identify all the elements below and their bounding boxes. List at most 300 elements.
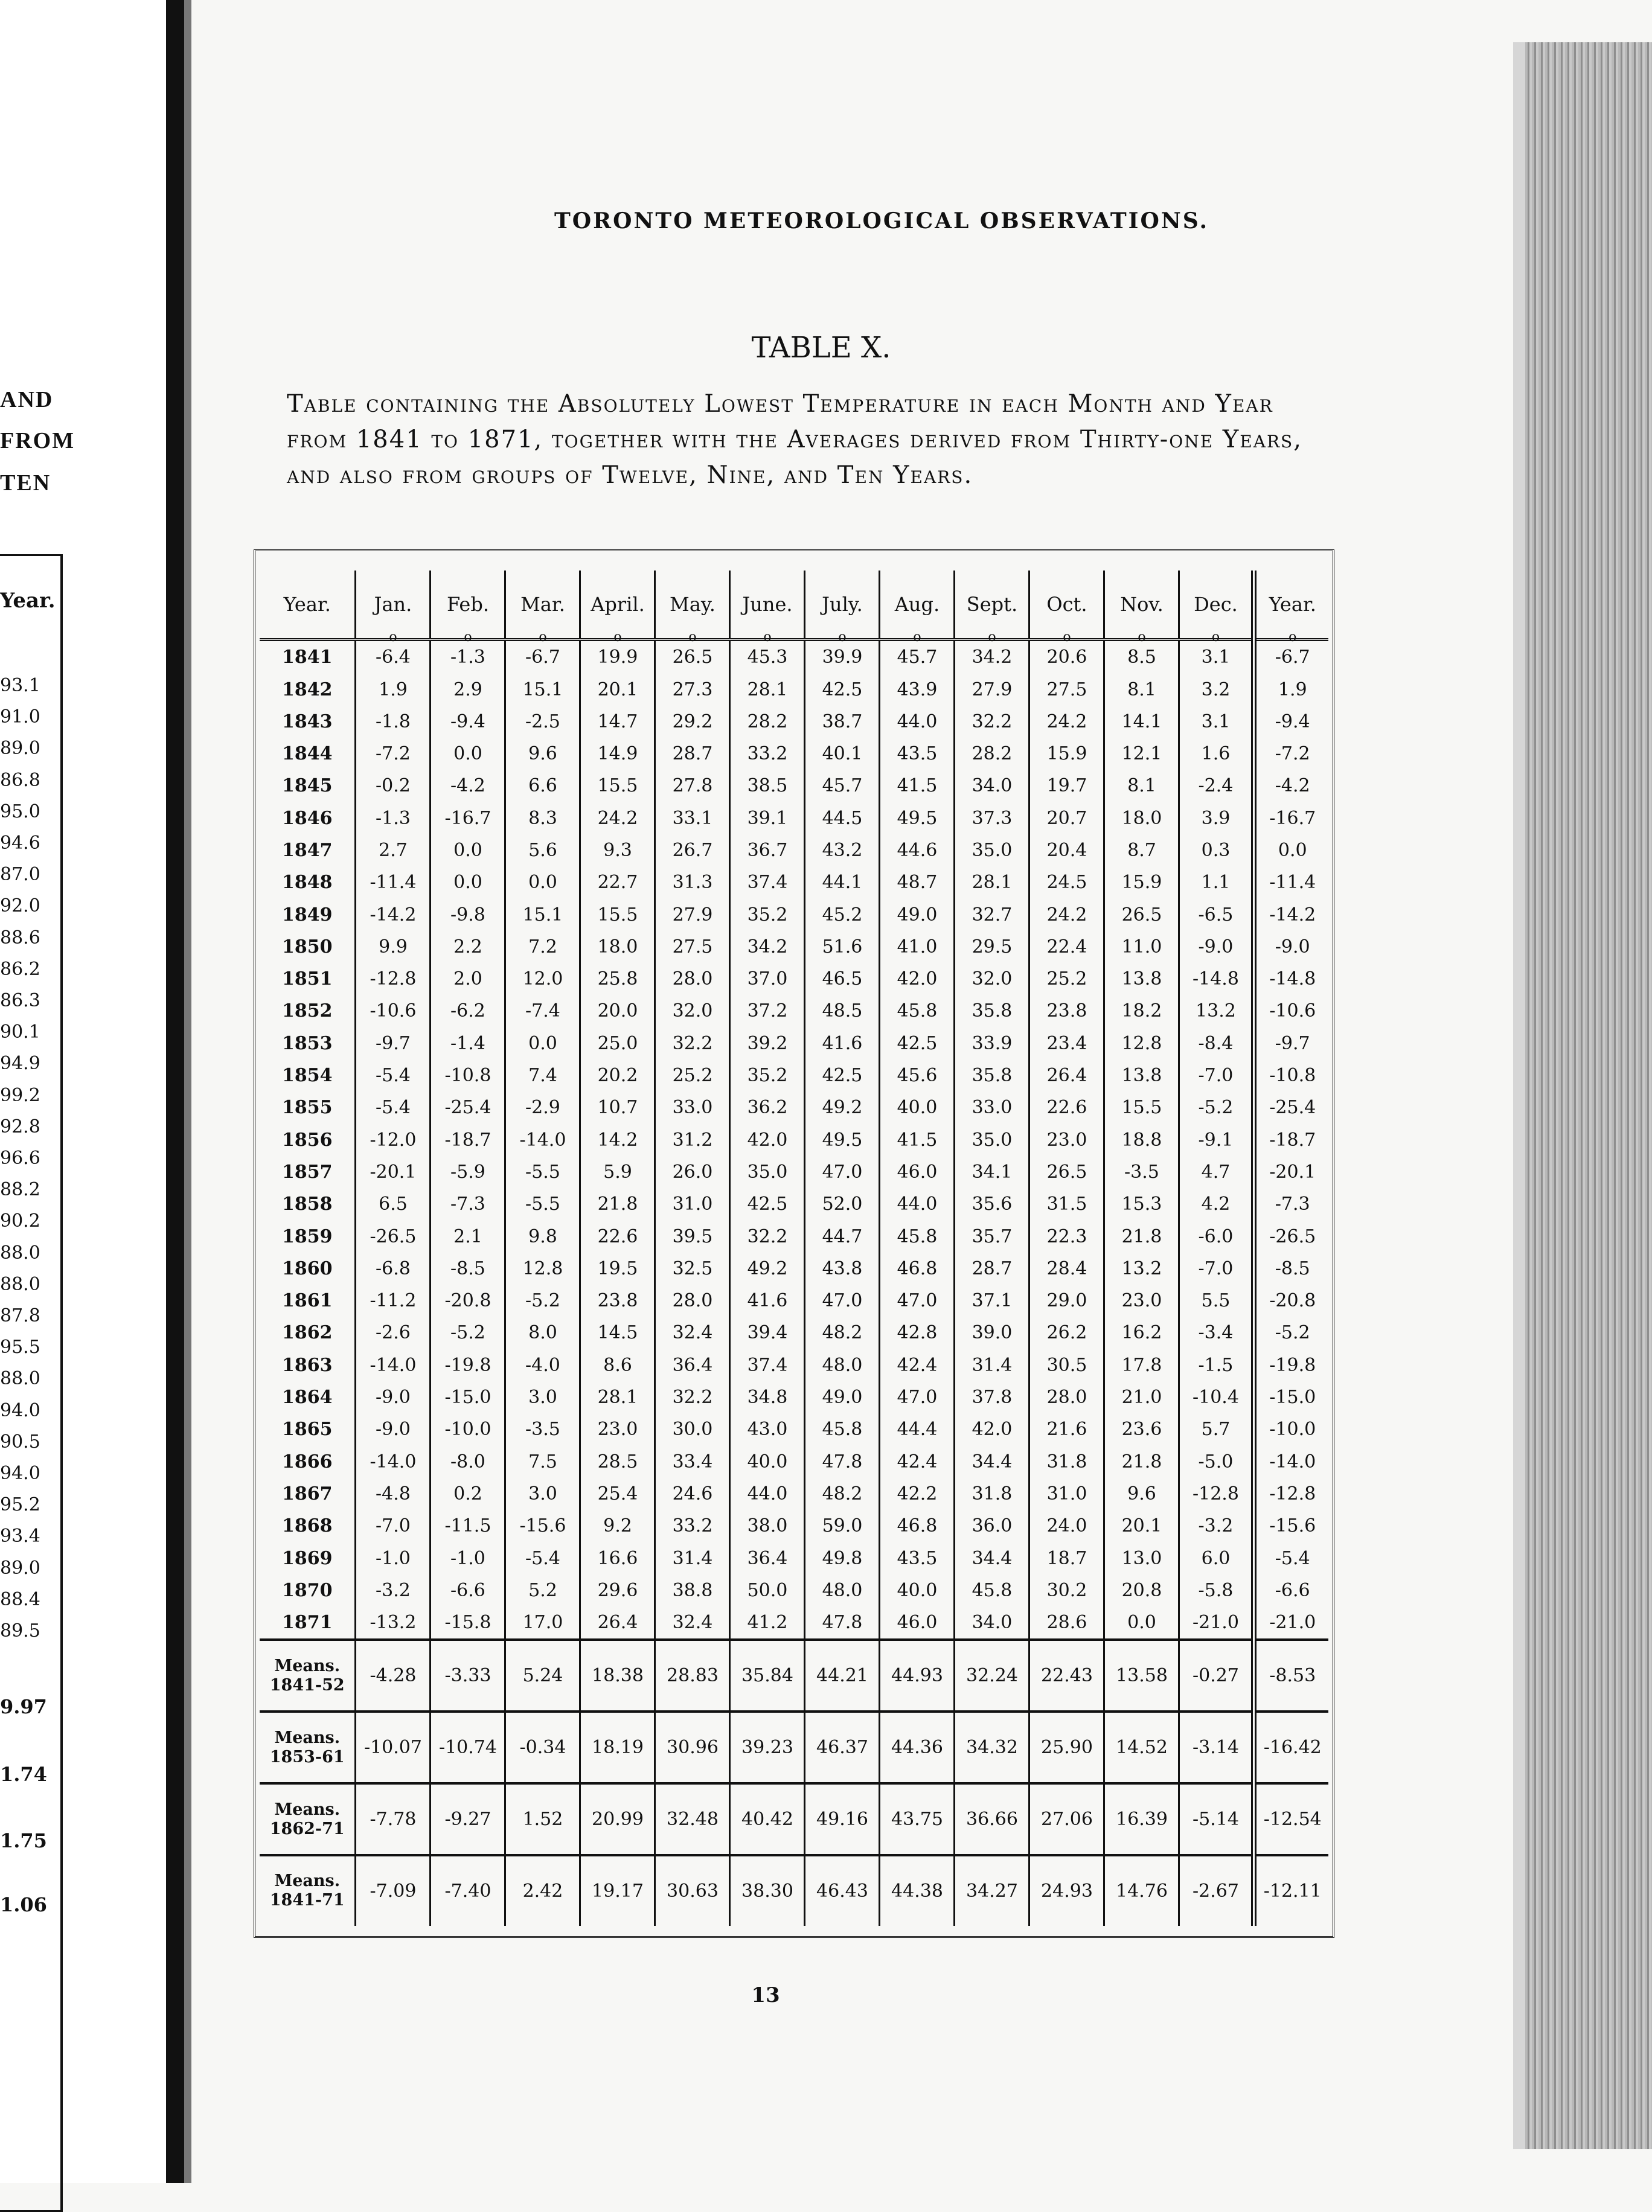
table-row	[260, 1413, 1328, 1445]
means-row	[260, 1783, 1328, 1855]
cell-value: -1.3	[376, 807, 411, 829]
monthly-minimum-cell	[805, 1317, 880, 1349]
monthly-minimum-cell	[1104, 1606, 1179, 1640]
monthly-minimum-cell	[431, 1253, 505, 1285]
cell-value: 20.8	[1121, 1579, 1162, 1601]
table-row	[260, 834, 1328, 866]
cell-value: 49.2	[822, 1097, 863, 1119]
monthly-minimum-cell	[655, 1253, 730, 1285]
cell-value: 8.1	[1127, 775, 1156, 797]
monthly-minimum-cell	[730, 1413, 805, 1445]
cell-value: 9.3	[603, 839, 632, 861]
monthly-minimum-cell	[955, 738, 1029, 770]
cell-value: 31.4	[672, 1547, 713, 1569]
monthly-minimum-cell	[955, 1574, 1029, 1606]
monthly-minimum-cell	[880, 963, 955, 995]
annual-minimum-cell	[1254, 738, 1328, 770]
monthly-minimum-cell	[356, 770, 431, 802]
monthly-minimum-cell	[580, 866, 655, 898]
monthly-minimum-cell	[730, 770, 805, 802]
monthly-minimum-cell	[880, 1542, 955, 1574]
cell-value: 18.0	[1121, 807, 1162, 829]
cell-value: 34.8	[747, 1387, 788, 1408]
cell-value: 52.0	[822, 1194, 863, 1215]
monthly-minimum-cell	[730, 931, 805, 963]
cell-value: 27.8	[672, 775, 713, 797]
monthly-minimum-cell	[1029, 995, 1104, 1027]
cell-value: 5.6	[528, 839, 557, 861]
annual-minimum-cell	[1254, 1028, 1328, 1060]
cell-value: 31.5	[1046, 1194, 1087, 1215]
cell-value: 12.8	[522, 1258, 563, 1279]
facing-page-value: 88.6	[0, 927, 40, 948]
cell-value: 22.7	[597, 872, 638, 893]
cell-value: 32.2	[747, 1226, 788, 1247]
monthly-minimum-cell	[730, 1606, 805, 1640]
annual-minimum-cell	[1254, 1574, 1328, 1606]
monthly-minimum-cell	[1029, 834, 1104, 866]
cell-value: 5.5	[1201, 1290, 1231, 1312]
monthly-minimum-cell	[655, 834, 730, 866]
monthly-minimum-cell	[431, 1381, 505, 1413]
cell-value: 22.4	[1046, 936, 1087, 957]
cell-value: 48.0	[822, 1354, 863, 1376]
monthly-minimum-cell	[580, 1413, 655, 1445]
header-row	[260, 571, 1328, 640]
cell-value: 1.6	[1201, 743, 1231, 765]
monthly-minimum-cell	[356, 673, 431, 705]
monthly-minimum-cell	[880, 866, 955, 898]
cell-value: 45.8	[972, 1579, 1013, 1601]
table-row	[260, 1445, 1328, 1477]
monthly-minimum-cell	[1104, 995, 1179, 1027]
cell-value: 17.0	[522, 1612, 563, 1634]
cell-value: 15.1	[522, 904, 563, 925]
row-year: 1858	[281, 1194, 333, 1215]
monthly-minimum-cell	[1104, 834, 1179, 866]
monthly-minimum-cell	[655, 1381, 730, 1413]
cell-value: 26.7	[672, 839, 713, 861]
cell-value: 31.8	[972, 1483, 1013, 1504]
monthly-minimum-cell	[431, 963, 505, 995]
monthly-minimum-cell	[805, 1349, 880, 1381]
cell-value: -8.5	[1275, 1258, 1310, 1279]
monthly-minimum-cell	[1179, 706, 1254, 738]
monthly-minimum-cell	[880, 1510, 955, 1542]
cell-value: 14.7	[597, 711, 638, 732]
monthly-minimum-cell	[955, 1478, 1029, 1510]
monthly-minimum-cell	[655, 963, 730, 995]
facing-page-value: 92.0	[0, 895, 40, 917]
mean-value-cell: 44.36	[880, 1712, 955, 1783]
monthly-minimum-cell	[730, 1510, 805, 1542]
cell-value: 42.0	[897, 968, 938, 990]
monthly-minimum-cell	[580, 1156, 655, 1188]
monthly-minimum-cell	[730, 1445, 805, 1477]
annual-mean-cell: -16.42	[1254, 1712, 1328, 1783]
facing-page-value: 88.2	[0, 1179, 40, 1201]
monthly-minimum-cell	[580, 963, 655, 995]
facing-page-value: 86.3	[0, 990, 40, 1011]
cell-value: 39.2	[747, 1032, 788, 1054]
cell-value: o -6.4	[376, 647, 411, 668]
cell-value: 44.0	[897, 1194, 938, 1215]
mean-value-cell: -7.78	[356, 1783, 431, 1855]
monthly-minimum-cell	[955, 1413, 1029, 1445]
monthly-minimum-cell	[1104, 898, 1179, 930]
cell-value: -3.4	[1198, 1322, 1234, 1344]
monthly-minimum-cell	[655, 1060, 730, 1092]
cell-value: -18.7	[1269, 1129, 1316, 1151]
monthly-minimum-cell	[655, 995, 730, 1027]
monthly-minimum-cell	[431, 1317, 505, 1349]
monthly-minimum-cell	[1104, 1317, 1179, 1349]
mean-value-cell: -7.40	[431, 1855, 505, 1926]
cell-value: 35.7	[972, 1226, 1013, 1247]
monthly-minimum-cell	[1029, 802, 1104, 834]
row-year: 1848	[281, 872, 333, 893]
monthly-minimum-cell	[730, 640, 805, 674]
monthly-minimum-cell	[955, 1542, 1029, 1574]
cell-value: -12.8	[1269, 1483, 1316, 1504]
cell-value: 3.9	[1201, 807, 1231, 829]
cell-value: -15.0	[444, 1387, 491, 1408]
mean-value-cell: 34.32	[955, 1712, 1029, 1783]
monthly-minimum-cell	[356, 706, 431, 738]
monthly-minimum-cell	[356, 1220, 431, 1252]
cell-value: 35.8	[972, 1065, 1013, 1087]
annual-minimum-cell	[1254, 1606, 1328, 1640]
monthly-minimum-cell	[805, 1220, 880, 1252]
cell-value: 42.0	[972, 1419, 1013, 1440]
table-row	[260, 770, 1328, 802]
annual-minimum-cell	[1254, 1060, 1328, 1092]
row-year: 1860	[281, 1258, 333, 1279]
monthly-minimum-cell	[580, 1574, 655, 1606]
cell-value: 32.0	[672, 1000, 713, 1022]
cell-value: -7.3	[1275, 1194, 1310, 1215]
cell-value: 4.2	[1201, 1194, 1231, 1215]
facing-page-value: 87.0	[0, 864, 40, 886]
row-year: 1861	[281, 1290, 333, 1312]
cell-value: -10.0	[444, 1419, 491, 1440]
cell-value: -5.2	[1275, 1322, 1310, 1344]
monthly-minimum-cell	[880, 1028, 955, 1060]
monthly-minimum-cell	[580, 898, 655, 930]
annual-minimum-cell	[1254, 1381, 1328, 1413]
monthly-minimum-cell	[655, 1220, 730, 1252]
monthly-minimum-cell	[1104, 1188, 1179, 1220]
cell-value: 13.2	[1196, 1000, 1236, 1022]
annual-minimum-cell	[1254, 706, 1328, 738]
cell-value: -3.5	[1124, 1161, 1159, 1183]
monthly-minimum-cell	[431, 706, 505, 738]
cell-value: -4.8	[376, 1483, 411, 1504]
cell-value: 46.0	[897, 1161, 938, 1183]
monthly-minimum-cell	[356, 898, 431, 930]
row-year: 1859	[281, 1226, 333, 1247]
annual-minimum-cell	[1254, 1285, 1328, 1317]
means-row	[260, 1855, 1328, 1926]
facing-page-year-header: Year.	[0, 589, 56, 613]
monthly-minimum-cell	[655, 1188, 730, 1220]
cell-value: 18.8	[1121, 1129, 1162, 1151]
monthly-minimum-cell	[880, 1317, 955, 1349]
facing-page-value: 95.0	[0, 801, 40, 822]
monthly-minimum-cell	[1104, 706, 1179, 738]
cell-value: o -6.7	[525, 647, 560, 668]
cell-value: 46.0	[897, 1612, 938, 1634]
cell-value: 28.2	[747, 711, 788, 732]
monthly-minimum-cell	[505, 802, 580, 834]
monthly-minimum-cell	[1029, 1060, 1104, 1092]
cell-value: -19.8	[1269, 1354, 1316, 1376]
cell-value: 38.0	[747, 1515, 788, 1537]
mean-value-cell: 20.99	[580, 1783, 655, 1855]
cell-value: 9.6	[1127, 1483, 1156, 1504]
monthly-minimum-cell	[431, 1028, 505, 1060]
cell-value: 23.0	[1121, 1290, 1162, 1312]
cell-value: 44.6	[897, 839, 938, 861]
cell-value: 29.6	[597, 1579, 638, 1601]
monthly-minimum-cell	[730, 1253, 805, 1285]
cell-value: 42.4	[897, 1451, 938, 1472]
annual-mean-cell: -12.11	[1254, 1855, 1328, 1926]
monthly-minimum-cell	[880, 640, 955, 674]
monthly-minimum-cell	[955, 1381, 1029, 1413]
cell-value: 44.1	[822, 872, 863, 893]
annual-minimum-cell	[1254, 1220, 1328, 1252]
monthly-minimum-cell	[431, 1413, 505, 1445]
monthly-minimum-cell	[505, 834, 580, 866]
monthly-minimum-cell	[1029, 1445, 1104, 1477]
monthly-minimum-cell	[356, 738, 431, 770]
cell-value: 36.4	[672, 1354, 713, 1376]
cell-value: -5.4	[525, 1547, 560, 1569]
cell-value: 37.2	[747, 1000, 788, 1022]
cell-value: -25.4	[1269, 1097, 1316, 1119]
monthly-minimum-cell	[1104, 1124, 1179, 1156]
cell-value: 45.6	[897, 1065, 938, 1087]
cell-value: 35.0	[747, 1161, 788, 1183]
monthly-minimum-cell	[505, 995, 580, 1027]
table-row	[260, 706, 1328, 738]
cell-value: -12.0	[370, 1129, 417, 1151]
monthly-minimum-cell	[655, 1445, 730, 1477]
monthly-minimum-cell	[580, 802, 655, 834]
monthly-minimum-cell	[730, 1478, 805, 1510]
monthly-minimum-cell	[1029, 1285, 1104, 1317]
cell-value: 44.0	[897, 711, 938, 732]
cell-value: 47.8	[822, 1612, 863, 1634]
monthly-minimum-cell	[505, 1381, 580, 1413]
monthly-minimum-cell	[356, 1381, 431, 1413]
monthly-minimum-cell	[880, 770, 955, 802]
cell-value: 48.7	[897, 872, 938, 893]
cell-value: -14.8	[1269, 968, 1316, 990]
cell-value: 27.5	[672, 936, 713, 957]
monthly-minimum-cell	[955, 1445, 1029, 1477]
monthly-minimum-cell	[955, 1510, 1029, 1542]
cell-value: 41.0	[897, 936, 938, 957]
monthly-minimum-cell	[505, 1413, 580, 1445]
cell-value: -5.2	[1198, 1097, 1234, 1119]
facing-page-value: 89.5	[0, 1620, 40, 1641]
facing-page-value: 86.2	[0, 958, 40, 980]
monthly-minimum-cell	[655, 706, 730, 738]
monthly-minimum-cell	[1179, 1349, 1254, 1381]
monthly-minimum-cell	[805, 1510, 880, 1542]
monthly-minimum-cell	[955, 1220, 1029, 1252]
cell-value: 14.5	[597, 1322, 638, 1344]
monthly-minimum-cell	[955, 1606, 1029, 1640]
row-year: 1854	[281, 1065, 333, 1087]
monthly-minimum-cell	[1179, 1028, 1254, 1060]
mean-value-cell: 44.21	[805, 1640, 880, 1712]
cell-value: -12.8	[1193, 1483, 1239, 1504]
monthly-minimum-cell	[805, 866, 880, 898]
cell-value: 47.8	[822, 1451, 863, 1472]
monthly-minimum-cell	[505, 1285, 580, 1317]
cell-value: 22.6	[597, 1226, 638, 1247]
monthly-minimum-cell	[580, 706, 655, 738]
cell-value: -9.0	[376, 1419, 411, 1440]
monthly-minimum-cell	[356, 963, 431, 995]
table-row	[260, 1092, 1328, 1124]
cell-value: 9.2	[603, 1515, 632, 1537]
cell-value: -12.8	[370, 968, 417, 990]
annual-minimum-cell	[1254, 1445, 1328, 1477]
monthly-minimum-cell	[580, 1381, 655, 1413]
monthly-minimum-cell	[431, 1542, 505, 1574]
monthly-minimum-cell	[505, 963, 580, 995]
annual-minimum-cell	[1254, 640, 1328, 674]
annual-minimum-cell	[1254, 963, 1328, 995]
cell-value: -2.6	[376, 1322, 411, 1344]
monthly-minimum-cell	[356, 1253, 431, 1285]
means-label-period: 1853-61	[269, 1747, 345, 1766]
cell-value: 0.3	[1201, 839, 1231, 861]
facing-page-value: 94.0	[0, 1399, 40, 1421]
cell-value: 14.2	[597, 1129, 638, 1151]
cell-value: 28.0	[672, 968, 713, 990]
cell-value: -20.8	[1269, 1290, 1316, 1312]
monthly-minimum-cell	[805, 640, 880, 674]
cell-value: 20.0	[597, 1000, 638, 1022]
monthly-minimum-cell	[655, 866, 730, 898]
cell-value: 23.0	[1046, 1129, 1087, 1151]
cell-value: 34.0	[972, 1612, 1013, 1634]
monthly-minimum-cell	[356, 1478, 431, 1510]
cell-value: 42.4	[897, 1354, 938, 1376]
cell-value: 0.0	[1278, 839, 1307, 861]
monthly-minimum-cell	[431, 1349, 505, 1381]
cell-value: 40.0	[747, 1451, 788, 1472]
cell-value: o 8.5	[1127, 647, 1156, 668]
facing-page-value: 86.8	[0, 769, 40, 791]
monthly-minimum-cell	[955, 866, 1029, 898]
cell-value: 9.6	[528, 743, 557, 765]
monthly-minimum-cell	[880, 1478, 955, 1510]
monthly-minimum-cell	[880, 673, 955, 705]
page-edge-shadow	[1513, 42, 1525, 2149]
cell-value: -7.0	[376, 1515, 411, 1537]
mean-value-cell: 32.48	[655, 1783, 730, 1855]
mean-value-cell: 34.27	[955, 1855, 1029, 1926]
cell-value: 12.8	[1121, 1032, 1162, 1054]
cell-value: 25.0	[597, 1032, 638, 1054]
cell-value: 29.0	[1046, 1290, 1087, 1312]
cell-value: 32.2	[672, 1387, 713, 1408]
cell-value: 24.2	[1046, 711, 1087, 732]
annual-minimum-cell	[1254, 1188, 1328, 1220]
cell-value: -0.2	[376, 775, 411, 797]
annual-minimum-cell	[1254, 1510, 1328, 1542]
monthly-minimum-cell	[356, 1156, 431, 1188]
monthly-minimum-cell	[431, 1574, 505, 1606]
monthly-minimum-cell	[1179, 1253, 1254, 1285]
monthly-minimum-cell	[955, 673, 1029, 705]
annual-minimum-cell	[1254, 995, 1328, 1027]
cell-value: 34.1	[972, 1161, 1013, 1183]
cell-value: -20.1	[370, 1161, 417, 1183]
monthly-minimum-cell	[505, 1510, 580, 1542]
monthly-minimum-cell	[655, 931, 730, 963]
cell-value: 31.0	[1046, 1483, 1087, 1504]
cell-value: 6.5	[379, 1194, 408, 1215]
facing-page-value: 95.2	[0, 1494, 40, 1516]
monthly-minimum-cell	[580, 673, 655, 705]
cell-value: 39.4	[747, 1322, 788, 1344]
mean-value-cell: 14.76	[1104, 1855, 1179, 1926]
cell-value: -26.5	[1269, 1226, 1316, 1247]
means-label-title: Means.	[274, 1656, 341, 1675]
cell-value: 42.5	[822, 1065, 863, 1087]
row-year: 1856	[281, 1129, 333, 1151]
facing-page-mean: 1.06	[0, 1893, 47, 1916]
cell-value: 23.8	[597, 1290, 638, 1312]
monthly-minimum-cell	[1029, 866, 1104, 898]
monthly-minimum-cell	[805, 834, 880, 866]
monthly-minimum-cell	[805, 1188, 880, 1220]
cell-value: 22.6	[1046, 1097, 1087, 1119]
cell-value: 43.8	[822, 1258, 863, 1279]
mean-value-cell: -2.67	[1179, 1855, 1254, 1926]
row-year: 1844	[281, 743, 333, 765]
monthly-minimum-cell	[730, 1285, 805, 1317]
cell-value: 42.5	[897, 1032, 938, 1054]
cell-value: 43.0	[747, 1419, 788, 1440]
monthly-minimum-cell	[805, 1124, 880, 1156]
cell-value: 49.5	[897, 807, 938, 829]
cell-value: 20.7	[1046, 807, 1087, 829]
cell-value: -5.0	[1198, 1451, 1234, 1472]
table-row	[260, 1542, 1328, 1574]
table-row	[260, 1285, 1328, 1317]
monthly-minimum-cell	[1029, 1574, 1104, 1606]
mean-value-cell: -7.09	[356, 1855, 431, 1926]
row-year: 1849	[281, 904, 333, 925]
monthly-minimum-cell	[580, 1510, 655, 1542]
cell-value: 30.5	[1046, 1354, 1087, 1376]
cell-value: 4.7	[1201, 1161, 1231, 1183]
monthly-minimum-cell	[655, 1510, 730, 1542]
cell-value: 47.0	[897, 1387, 938, 1408]
monthly-minimum-cell	[580, 1445, 655, 1477]
monthly-minimum-cell	[1104, 1510, 1179, 1542]
cell-value: 30.2	[1046, 1579, 1087, 1601]
monthly-minimum-cell	[431, 770, 505, 802]
